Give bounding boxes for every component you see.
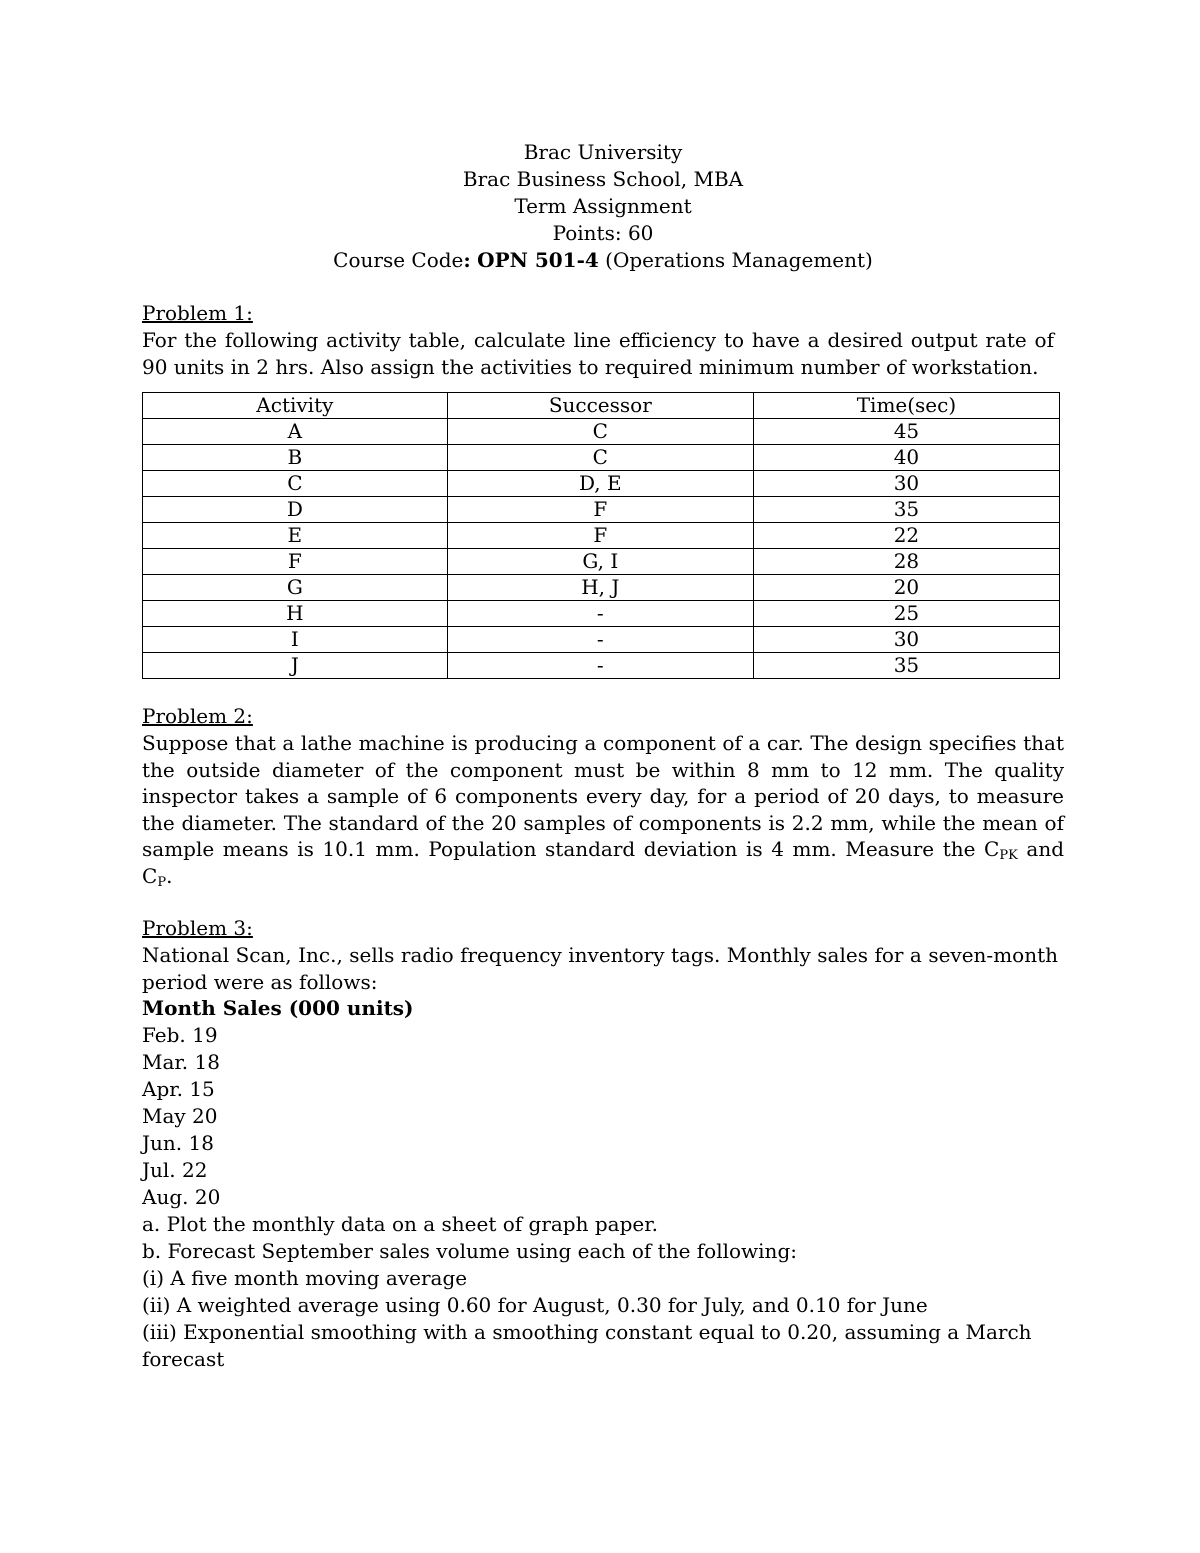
table-row — [143, 601, 1060, 627]
activity-cell: J — [143, 653, 448, 679]
table-row — [143, 471, 1060, 497]
course-code-prefix: Course Code — [333, 248, 464, 272]
list-item: Jul. 22 — [142, 1158, 208, 1182]
time-cell: 22 — [753, 523, 1059, 549]
problem-3-questions — [142, 1211, 1064, 1371]
time-cell: 30 — [753, 471, 1059, 497]
successor-cell: H, J — [447, 575, 753, 601]
time-cell: 35 — [753, 497, 1059, 523]
time-cell: 40 — [753, 445, 1059, 471]
problem-3-title: Problem 3: — [142, 916, 253, 940]
successor-cell: C — [447, 445, 753, 471]
problem-3-intro: National Scan, Inc., sells radio frequency inventory tags. Monthly sales for a seven-month period were as follows: — [142, 943, 1058, 994]
successor-cell: F — [447, 497, 753, 523]
problem-3 — [142, 915, 1064, 1371]
table-row — [143, 653, 1060, 679]
successor-cell: - — [447, 601, 753, 627]
activity-cell: B — [143, 445, 448, 471]
list-item: Aug. 20 — [142, 1185, 221, 1209]
problem-2 — [142, 703, 1064, 889]
activity-cell: H — [143, 601, 448, 627]
time-cell: 45 — [753, 419, 1059, 445]
list-item: Jun. 18 — [142, 1131, 214, 1155]
column-header-time: Time(sec) — [753, 393, 1059, 419]
course-code-line — [142, 247, 1064, 274]
activity-cell: C — [143, 471, 448, 497]
question-item: b. Forecast September sales volume using each of the following: — [142, 1239, 797, 1263]
question-item: (i) A five month moving average — [142, 1266, 468, 1290]
school-name: Brac Business School, MBA — [462, 167, 744, 191]
successor-cell: G, I — [447, 549, 753, 575]
cp-subscript: P — [157, 874, 167, 890]
activity-cell: I — [143, 627, 448, 653]
course-name: (Operations Management) — [605, 248, 873, 272]
successor-cell: F — [447, 523, 753, 549]
table-row — [143, 549, 1060, 575]
course-code: OPN 501-4 — [477, 248, 599, 272]
problem-1 — [142, 300, 1064, 679]
successor-cell: C — [447, 419, 753, 445]
question-item: a. Plot the monthly data on a sheet of graph paper. — [142, 1212, 658, 1236]
list-item: Mar. 18 — [142, 1050, 220, 1074]
cpk-subscript: PK — [999, 848, 1018, 863]
table-row — [143, 523, 1060, 549]
activity-cell: D — [143, 497, 448, 523]
column-header-activity: Activity — [143, 393, 448, 419]
assignment-title: Term Assignment — [514, 194, 692, 218]
problem-2-and: and C — [142, 837, 1065, 888]
time-cell: 25 — [753, 601, 1059, 627]
problem-2-end: . — [166, 863, 173, 888]
list-item: May 20 — [142, 1104, 218, 1128]
activity-cell: F — [143, 549, 448, 575]
successor-cell: - — [447, 627, 753, 653]
successor-cell: - — [447, 653, 753, 679]
problem-1-text: For the following activity table, calculate line efficiency to have a desired output rate of 90 units in 2 hrs. Also assign the activities to required minimum number of workstation. — [142, 328, 1054, 379]
question-item: (iii) Exponential smoothing with a smoothing constant equal to 0.20, assuming a March forecast — [142, 1320, 1032, 1371]
time-cell: 35 — [753, 653, 1059, 679]
monthly-sales-list — [142, 1022, 1064, 1211]
university-name: Brac University — [523, 140, 683, 164]
time-cell: 20 — [753, 575, 1059, 601]
activity-table-body — [143, 419, 1060, 679]
successor-cell: D, E — [447, 471, 753, 497]
time-cell: 28 — [753, 549, 1059, 575]
column-header-successor: Successor — [447, 393, 753, 419]
points-line: Points: 60 — [552, 221, 654, 245]
problem-2-text — [142, 730, 1064, 889]
table-row — [143, 497, 1060, 523]
table-row — [143, 575, 1060, 601]
activity-table — [142, 392, 1060, 679]
problem-2-body: Suppose that a lathe machine is producing a component of a car. The design specifies that the outside diameter of the component must be within 8 mm to 12 mm. The quality inspector takes a sample of 6 components every day, for a period of 20 days, to measure the diameter. The standard of the 20 samples of components is 2.2 mm, while the mean of sample means is 10.1 mm. Population standard deviation is 4 mm. Measure the C — [142, 731, 1064, 861]
list-item: Apr. 15 — [142, 1077, 215, 1101]
table-row — [143, 419, 1060, 445]
document-header — [142, 139, 1064, 274]
table-row — [143, 627, 1060, 653]
activity-cell: G — [143, 575, 448, 601]
activity-table-header-row — [143, 393, 1060, 419]
list-item: Feb. 19 — [142, 1023, 218, 1047]
time-cell: 30 — [753, 627, 1059, 653]
problem-1-title: Problem 1: — [142, 301, 253, 325]
document-content — [142, 139, 1065, 1371]
activity-cell: A — [143, 419, 448, 445]
question-item: (ii) A weighted average using 0.60 for August, 0.30 for July, and 0.10 for June — [142, 1293, 928, 1317]
activity-cell: E — [143, 523, 448, 549]
sales-table-heading: Month Sales (000 units) — [142, 996, 414, 1020]
course-code-colon: : — [463, 248, 471, 272]
table-row — [143, 445, 1060, 471]
problem-2-title: Problem 2: — [142, 704, 253, 728]
